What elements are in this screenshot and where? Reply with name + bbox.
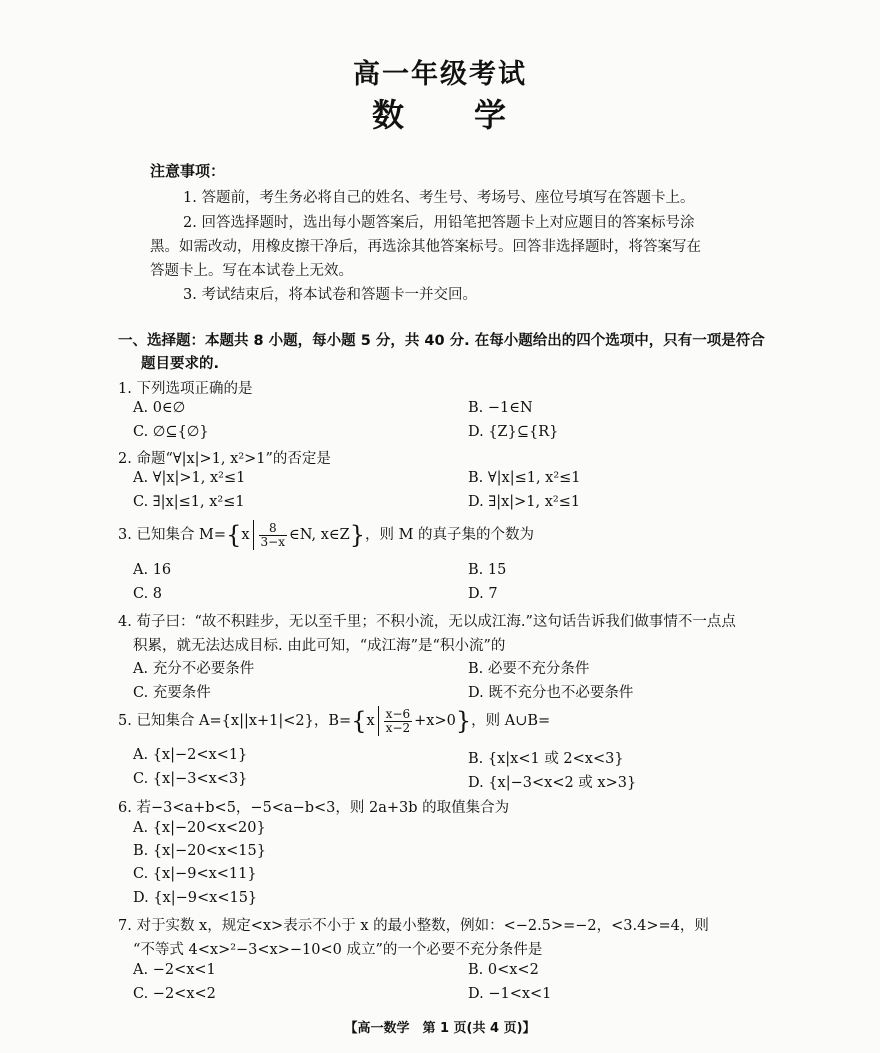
- q5-option-c: C. {x|−3<x<3}: [133, 771, 248, 787]
- q4-option-a: A. 充分不必要条件: [133, 661, 255, 677]
- q6-option-d: D. {x|−9<x<15}: [133, 890, 258, 906]
- subject-title: [0, 90, 880, 136]
- q4-stem-line-2: 积累，就无法达成目标. 由此可知，“成江海”是“积小流”的: [133, 638, 506, 654]
- q1-option-c: C. ∅⊆{∅}: [133, 424, 209, 440]
- q7-option-a: A. −2<x<1: [133, 962, 216, 978]
- q6-stem: 6. 若−3<a+b<5，−5<a−b<3，则 2a+3b 的取值集合为: [118, 800, 510, 816]
- q5-stem-post: ，则 A∪B=: [471, 713, 551, 729]
- q1-option-b: B. −1∈N: [468, 400, 533, 416]
- q7-stem-line-2: “不等式 4<x>²−3<x>−10<0 成立”的一个必要不充分条件是: [133, 942, 543, 958]
- q4-option-d: D. 既不充分也不必要条件: [468, 685, 634, 701]
- q5-fraction: [384, 708, 412, 735]
- q6-option-b: B. {x|−20<x<15}: [133, 843, 266, 859]
- q4-option-c: C. 充要条件: [133, 685, 211, 701]
- q2-option-c: C. ∃|x|≤1, x²≤1: [133, 494, 245, 510]
- q4-stem-line-1: 4. 荀子曰：“故不积跬步，无以至千里；不积小流，无以成江海.”这句话告诉我们做事情不一点点: [118, 614, 736, 630]
- q3-option-a: A. 16: [133, 562, 172, 578]
- notice-heading: 注意事项：: [150, 162, 226, 180]
- notice-item-2-line-3: 答题卡上。写在本试卷上无效。: [150, 263, 353, 279]
- q3-stem-pre: 3. 已知集合 M=: [118, 527, 227, 543]
- q3-frac-num: 8: [259, 522, 287, 536]
- q7-stem-line-1: 7. 对于实数 x，规定<x>表示不小于 x 的最小整数，例如：<−2.5>=−2，<3.4>=4，则: [118, 918, 709, 934]
- exam-title: 高一年级考试: [353, 59, 527, 90]
- notice-item-2-line-1: 2. 回答选择题时，选出每小题答案后，用铅笔把答题卡上对应题目的答案标号涂: [183, 215, 695, 231]
- q3-option-d: D. 7: [468, 586, 498, 602]
- q2-option-b: B. ∀|x|≤1, x²≤1: [468, 470, 581, 486]
- notice-item-2-line-2: 黑。如需改动，用橡皮擦干净后，再选涂其他答案标号。回答非选择题时，将答案写在: [150, 239, 701, 255]
- q3-frac-den: 3−x: [260, 534, 285, 549]
- q3-stem-post: ，则 M 的真子集的个数为: [364, 527, 535, 543]
- q5-frac-num: x−6: [385, 706, 411, 721]
- q4-option-b: B. 必要不充分条件: [468, 661, 590, 677]
- q2-option-a: A. ∀|x|>1, x²≤1: [133, 470, 246, 486]
- q3-fraction: [259, 522, 287, 549]
- q5-option-d: D. {x|−3<x<2 或 x>3}: [468, 775, 637, 791]
- notice-item-1: 1. 答题前，考生务必将自己的姓名、考生号、考场号、座位号填写在答题卡上。: [183, 190, 695, 206]
- q7-option-c: C. −2<x<2: [133, 986, 216, 1002]
- q7-option-b: B. 0<x<2: [468, 962, 539, 978]
- q7-option-d: D. −1<x<1: [468, 986, 552, 1002]
- q5-set-cond: +x>0: [414, 713, 456, 729]
- q3-option-c: C. 8: [133, 586, 163, 602]
- q1-option-a: A. 0∈∅: [133, 400, 186, 416]
- notice-item-3: 3. 考试结束后，将本试卷和答题卡一并交回。: [183, 287, 477, 303]
- q5-option-a: A. {x|−2<x<1}: [133, 747, 248, 763]
- q5-set-var: x: [366, 713, 375, 729]
- q2-option-d: D. ∃|x|>1, x²≤1: [468, 494, 581, 510]
- section-heading-line-1: 一、选择题：本题共 8 小题，每小题 5 分，共 40 分. 在每小题给出的四个选项中，只有一项是符合: [118, 333, 765, 349]
- q3-set-var: x: [241, 527, 250, 543]
- q3-stem: 3. 已知集合 M={x $\frac{8}{3-x}$ ∈N, x∈Z}，则 M 的真子集的个数为: [118, 520, 535, 549]
- q6-option-a: A. {x|−20<x<20}: [133, 820, 266, 836]
- q5-option-b: B. {x|x<1 或 2<x<3}: [468, 751, 624, 767]
- subject-char-1: 数: [371, 96, 406, 134]
- page-footer: 【高一数学 第 1 页(共 4 页)】: [344, 1021, 536, 1036]
- subject-char-2: 学: [474, 96, 509, 134]
- q3-set-cond: ∈N, x∈Z: [289, 527, 350, 543]
- q1-option-d: D. {Z}⊆{R}: [468, 424, 559, 440]
- q5-stem: 5. 已知集合 A={x||x+1|<2}，B={x $\frac{x-6}{x-2}$ +x>0}，则 A∪B=: [118, 706, 551, 735]
- q5-stem-pre: 5. 已知集合 A={x||x+1|<2}，B=: [118, 713, 352, 729]
- section-heading-line-2: 题目要求的.: [141, 356, 220, 372]
- q5-frac-den: x−2: [385, 720, 411, 735]
- q3-option-b: B. 15: [468, 562, 507, 578]
- q6-option-c: C. {x|−9<x<11}: [133, 866, 257, 882]
- q2-stem: 2. 命题“∀|x|>1, x²>1”的否定是: [118, 451, 331, 467]
- q1-stem: 1. 下列选项正确的是: [118, 381, 253, 397]
